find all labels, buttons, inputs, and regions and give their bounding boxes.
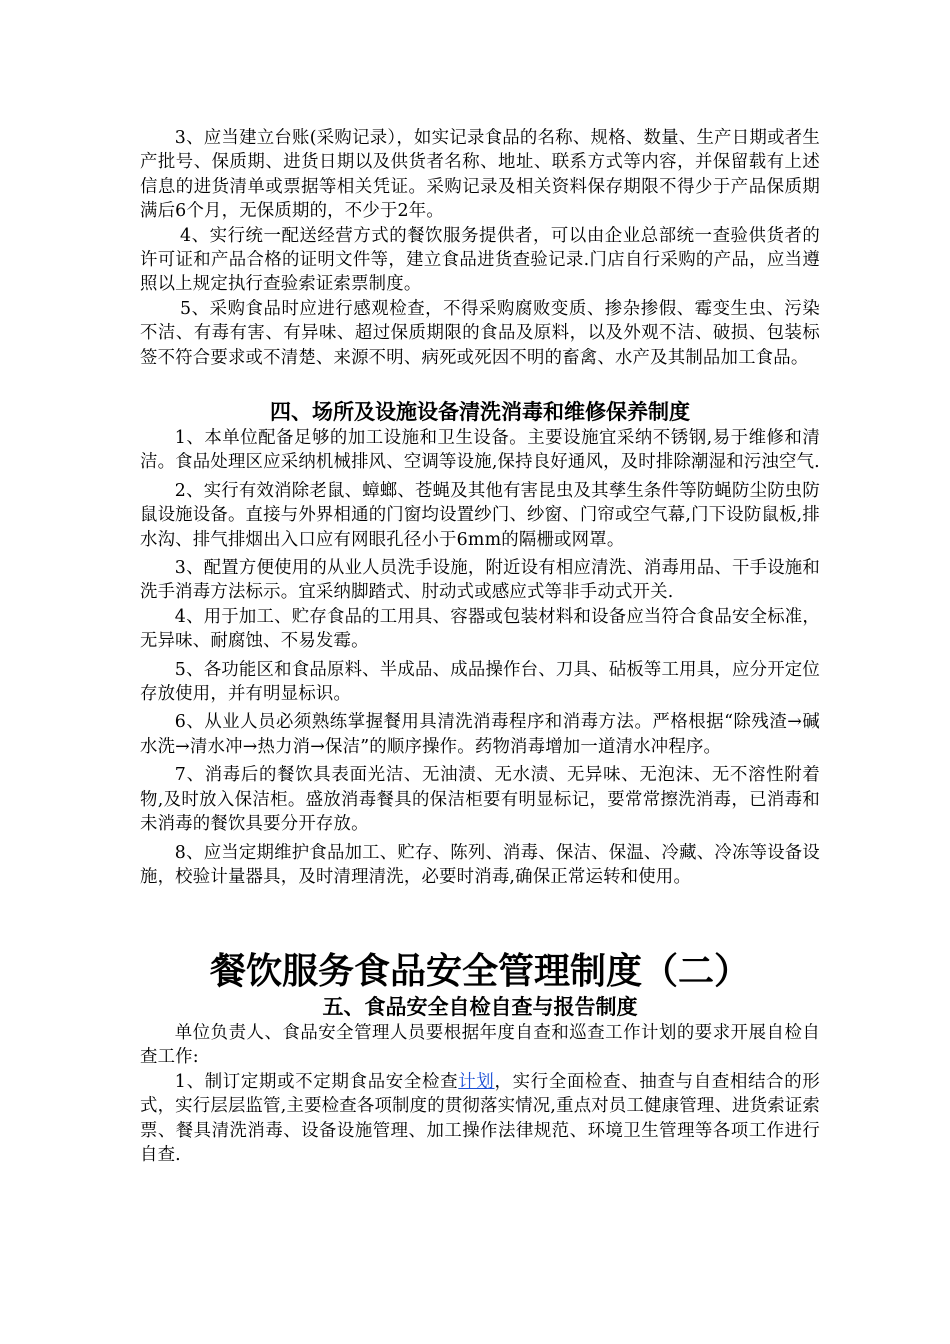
section-four-item: 6、从业人员必须熟练掌握餐用具清洗消毒程序和消毒方法。严格根据“除残渣→碱水洗→清水冲→热力消→保洁”的顺序操作。药物消毒增加一道清水冲程序。 — [140, 712, 820, 757]
paragraph-item-5: 5、采购食品时应进行感观检查，不得采购腐败变质、掺杂掺假、霉变生虫、污染不洁、有毒有害、有异味、超过保质期限的食品及原料，以及外观不洁、破损、包装标签不符合要求或不清楚、来源不明、病死或死因不明的畜禽、水产及其制品加工食品。 — [140, 298, 820, 368]
section-four-item: 1、本单位配备足够的加工设施和卫生设备。主要设施宜采纳不锈钢,易于维修和清洁。食品处理区应采纳机械排风、空调等设施,保持良好通风，及时排除潮湿和污浊空气. — [140, 428, 820, 473]
section-five-heading: 五、食品安全自检自查与报告制度 — [322, 995, 638, 1019]
paragraph-item-4: 4、实行统一配送经营方式的餐饮服务提供者，可以由企业总部统一查验供货者的许可证和产品合格的证明文件等，建立食品进货查验记录.门店自行采购的产品，应当遵照以上规定执行查验索证索票制度。 — [140, 225, 820, 295]
document-title-block — [140, 949, 820, 995]
section-four-item: 5、各功能区和食品原料、半成品、成品操作台、刀具、砧板等工用具，应分开定位存放使用，并有明显标识。 — [140, 659, 820, 705]
section-four-item: 2、实行有效消除老鼠、蟑螂、苍蝇及其他有害昆虫及其孳生条件等防蝇防尘防虫防鼠设施设备。直接与外界相通的门窗均设置纱门、纱窗、门帘或空气幕,门下设防鼠板,排水沟、排气排烟出入口应有网眼孔径小于6mm的隔栅或网罩。 — [140, 480, 820, 550]
section-four-item: 7、消毒后的餐饮具表面光洁、无油渍、无水渍、无异味、无泡沫、无不溶性附着物,及时放入保洁柜。盛放消毒餐具的保洁柜要有明显标记，要常常擦洗消毒，已消毒和未消毒的餐饮具要分开存放。 — [140, 765, 820, 835]
plan-link[interactable]: 计划 — [458, 1071, 495, 1092]
section-five-intro: 单位负责人、食品安全管理人员要根据年度自查和巡查工作计划的要求开展自检自查工作: — [140, 1023, 820, 1068]
document-title: 餐饮服务食品安全管理制度（二） — [209, 951, 750, 992]
section-four-item: 4、用于加工、贮存食品的工用具、容器或包装材料和设备应当符合食品安全标准，无异味、耐腐蚀、不易发霉。 — [140, 606, 820, 652]
section-four-heading: 四、场所及设施设备清洗消毒和维修保养制度 — [270, 400, 690, 424]
procurement-paragraphs — [140, 126, 820, 370]
section-five-item-1 — [140, 1070, 820, 1168]
item-1-text-end: ，实行全面检查、抽查与自查相结合的形式，实行层层监管,主要检查各项制度的贯彻落实情况,重点对员工健康管理、进货索证索票、餐具清洗消毒、设备设施管理、加工操作法律规范、环境卫生管理等各项工作进行自查. — [140, 1071, 820, 1166]
section-four-item: 8、应当定期维护食品加工、贮存、陈列、消毒、保洁、保温、冷藏、冷冻等设备设施，校验计量器具，及时清理清洗，必要时消毒,确保正常运转和使用。 — [140, 842, 820, 887]
section-five — [140, 993, 820, 1167]
section-four — [140, 398, 820, 889]
item-1-text-start: 1、制订定期或不定期食品安全检查 — [174, 1071, 459, 1092]
paragraph-item-3: 3、应当建立台账(采购记录），如实记录食品的名称、规格、数量、生产日期或者生产批号、保质期、进货日期以及供货者名称、地址、联系方式等内容，并保留载有上述信息的进货清单或票据等相关凭证。采购记录及相关资料保存期限不得少于产品保质期满后6个月，无保质期的，不少于2年。 — [140, 128, 820, 222]
section-four-item: 3、配置方便使用的从业人员洗手设施，附近设有相应清洗、消毒用品、干手设施和洗手消毒方法标示。宜采纳脚踏式、肘动式或感应式等非手动式开关. — [140, 558, 820, 603]
